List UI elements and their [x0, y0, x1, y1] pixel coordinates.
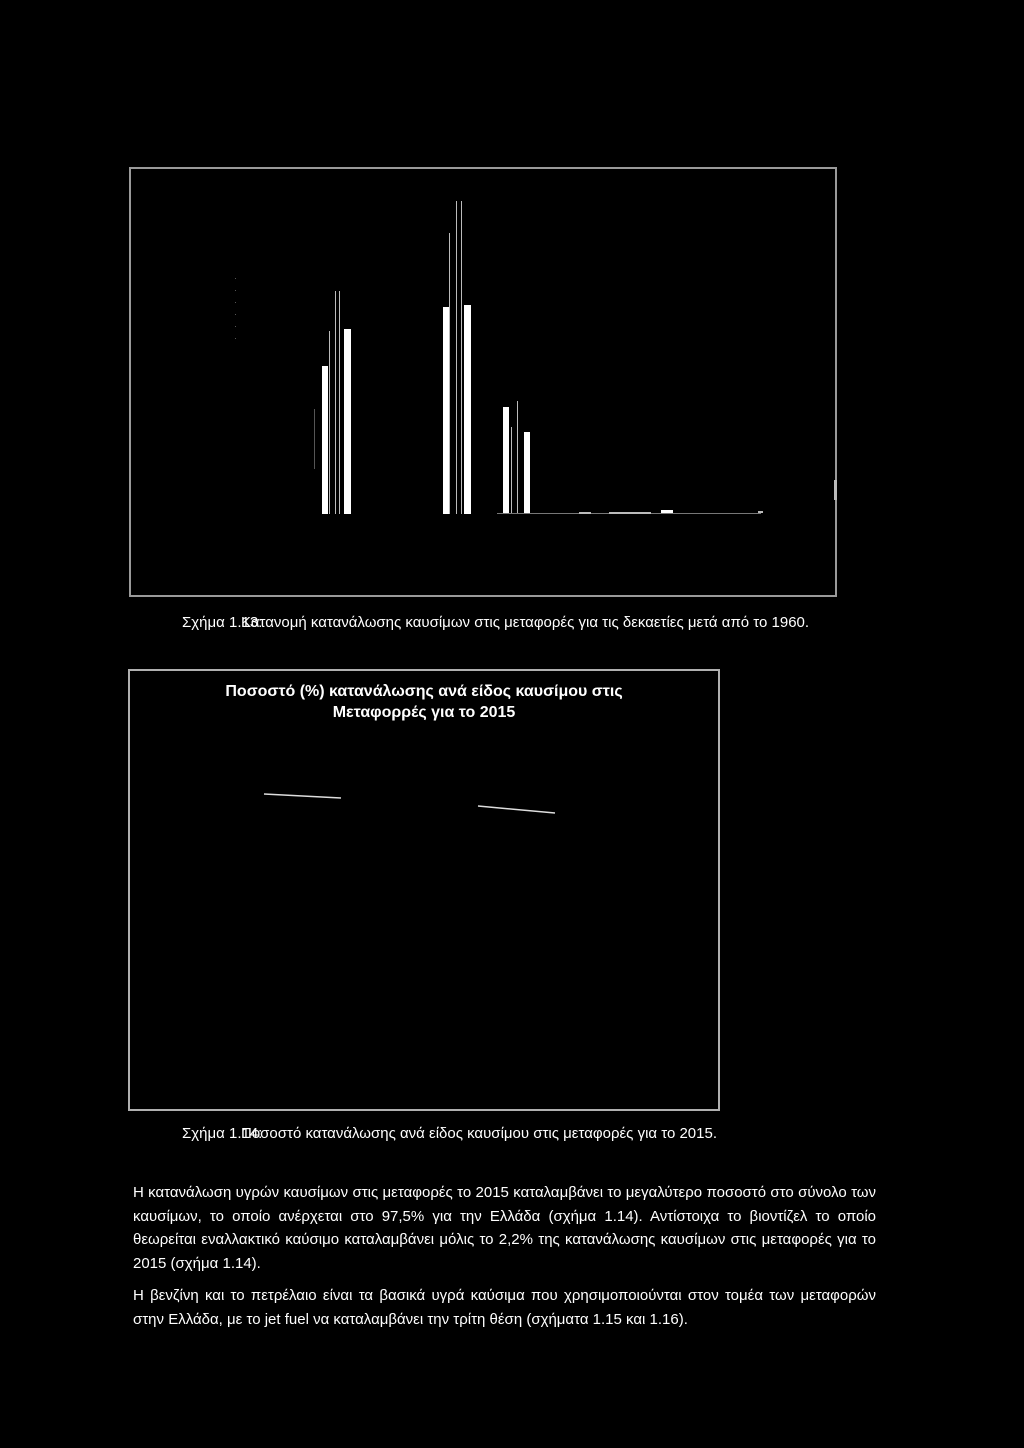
bar-thin-line: [511, 427, 512, 514]
bar: [524, 432, 530, 514]
figure-14-caption: [182, 1125, 717, 1142]
figure-14-chart: [128, 669, 720, 1111]
baseline-marks: [497, 510, 763, 514]
bar-thin-line: [456, 201, 457, 514]
bar-thin-line: [461, 201, 462, 514]
bar-thin-line: [329, 331, 330, 514]
leader-line-right: [478, 806, 555, 813]
figure-14-caption-label: Σχήμα 1.14:: [182, 1125, 263, 1142]
bar-chart-graphic: [131, 169, 839, 599]
bar-thin-line: [339, 291, 340, 514]
pie-chart-graphic: [130, 671, 722, 1113]
leader-line-left: [264, 794, 341, 798]
bar-thin-line: [314, 409, 315, 469]
bar: [503, 407, 509, 514]
figure-13-caption-label: Σχήμα 1.13:: [182, 614, 263, 631]
bar: [443, 307, 449, 514]
bar-thin-line: [449, 233, 450, 514]
bar: [344, 329, 351, 514]
bar-group-3: [503, 401, 530, 514]
bar-group-1: [314, 291, 351, 514]
bar-thin-line: [335, 291, 336, 514]
bar: [464, 305, 471, 514]
figure-13-chart: [129, 167, 837, 597]
bar: [322, 366, 328, 514]
faint-axis-ticks: [235, 278, 236, 339]
body-paragraph-1: Η κατανάλωση υγρών καυσίμων στις μεταφορές το 2015 καταλαμβάνει το μεγαλύτερο ποσοστό στο σύνολο των καυσίμων, το οποίο ανέρχεται στο 97,5% για την Ελλάδα (σχήμα 1.14). Αντίστοιχα το βιοντίζελ το οποίο θεωρείται εναλλακτικό καύσιμο καταλαμβάνει μόλις το 2,2% της κατανάλωσης καυσίμων στις μεταφορές για το 2015 (σχήμα 1.14).: [133, 1184, 876, 1272]
right-edge-mark: [834, 480, 837, 500]
bar-group-2: [443, 201, 471, 514]
figure-13-caption-text: Κατανομή κατανάλωσης καυσίμων στις μεταφορές για τις δεκαετίες μετά από το 1960.: [241, 614, 810, 631]
figure-13-caption: [182, 614, 809, 631]
bar-thin-line: [517, 401, 518, 514]
body-paragraph-2: Η βενζίνη και το πετρέλαιο είναι τα βασικά υγρά καύσιμα που χρησιμοποιούνται στον τομέα των μεταφορών στην Ελλάδα, με το jet fuel να καταλαμβάνει την τρίτη θέση (σχήματα 1.15 και 1.16).: [133, 1287, 876, 1328]
figure-14-caption-text: Ποσοστό κατανάλωσης ανά είδος καυσίμου στις μεταφορές για το 2015.: [241, 1125, 717, 1142]
figure-14-title-line2: Μεταφορρές για το 2015: [332, 704, 516, 721]
figure-14-title-line1: Ποσοστό (%) κατανάλωσης ανά είδος καυσίμου στις: [225, 683, 623, 700]
